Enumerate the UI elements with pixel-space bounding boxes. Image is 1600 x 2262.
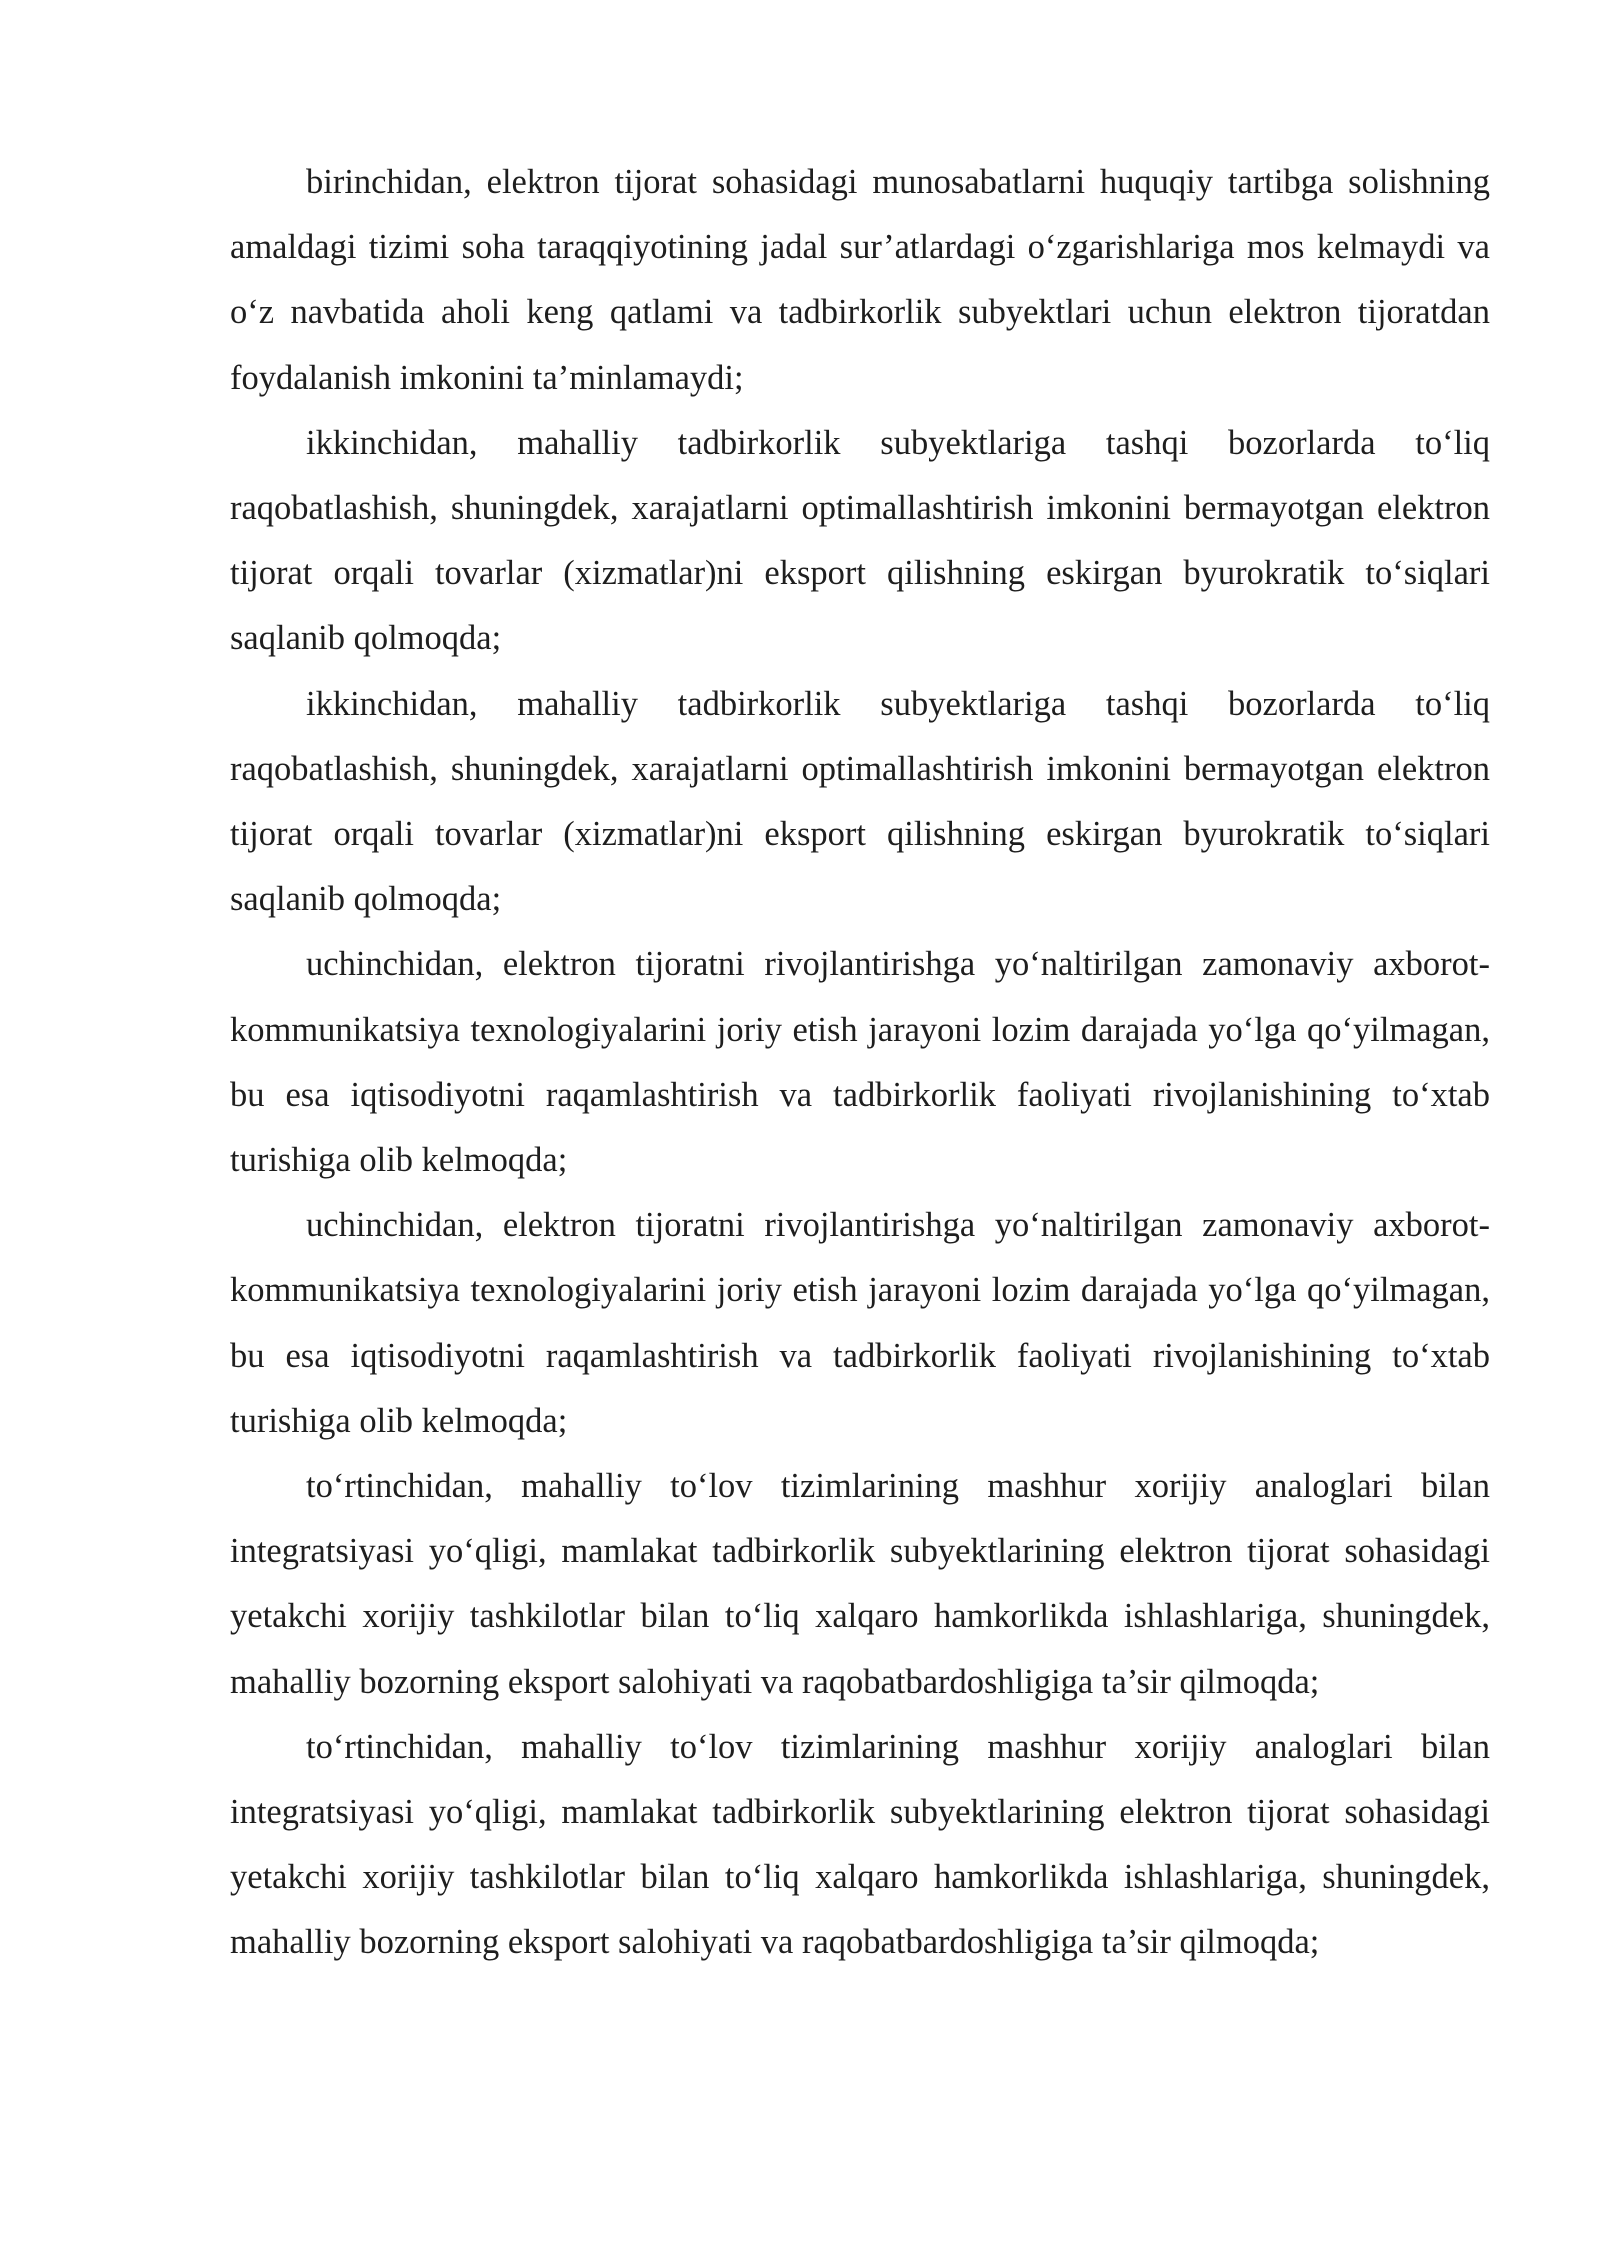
paragraph-5: uchinchidan, elektron tijoratni rivojlantirishga yo‘naltirilgan zamonaviy axborot-kommunikatsiya texnologiyalarini joriy etish jarayoni lozim darajada yo‘lga qo‘yilmagan, bu esa iqtisodiyotni raqamlashtirish va tadbirkorlik faoliyati rivojlanishining to‘xtab turishiga olib kelmoqda; <box>230 1206 1490 1440</box>
paragraph-7: to‘rtinchidan, mahalliy to‘lov tizimlarining mashhur xorijiy analoglari bilan integratsiyasi yo‘qligi, mamlakat tadbirkorlik subyektlarining elektron tijorat sohasidagi yetakchi xorijiy tashkilotlar bilan to‘liq xalqaro hamkorlikda ishlashlariga, shuningdek, mahalliy bozorning eksport salohiyati va raqobatbardoshligiga ta’sir qilmoqda; <box>230 1727 1490 1962</box>
paragraph-3: ikkinchidan, mahalliy tadbirkorlik subyektlariga tashqi bozorlarda to‘liq raqobatlashish, shuningdek, xarajatlarni optimallashtirish imkonini bermayotgan elektron tijorat orqali tovarlar (xizmatlar)ni eksport qilishning eskirgan byurokratik to‘siqlari saqlanib qolmoqda; <box>230 684 1490 919</box>
paragraph-1: birinchidan, elektron tijorat sohasidagi munosabatlarni huquqiy tartibga solishning amaldagi tizimi soha taraqqiyotining jadal sur’atlardagi o‘zgarishlariga mos kelmaydi va o‘z navbatida aholi keng qatlami va tadbirkorlik subyektlari uchun elektron tijoratdan foydalanish imkonini ta’minlamaydi; <box>230 163 1490 397</box>
paragraph-2: ikkinchidan, mahalliy tadbirkorlik subyektlariga tashqi bozorlarda to‘liq raqobatlashish, shuningdek, xarajatlarni optimallashtirish imkonini bermayotgan elektron tijorat orqali tovarlar (xizmatlar)ni eksport qilishning eskirgan byurokratik to‘siqlari saqlanib qolmoqda; <box>230 423 1490 658</box>
document-page <box>230 150 1490 1976</box>
paragraph-4: uchinchidan, elektron tijoratni rivojlantirishga yo‘naltirilgan zamonaviy axborot-kommunikatsiya texnologiyalarini joriy etish jarayoni lozim darajada yo‘lga qo‘yilmagan, bu esa iqtisodiyotni raqamlashtirish va tadbirkorlik faoliyati rivojlanishining to‘xtab turishiga olib kelmoqda; <box>230 945 1490 1180</box>
paragraph-6: to‘rtinchidan, mahalliy to‘lov tizimlarining mashhur xorijiy analoglari bilan integratsiyasi yo‘qligi, mamlakat tadbirkorlik subyektlarining elektron tijorat sohasidagi yetakchi xorijiy tashkilotlar bilan to‘liq xalqaro hamkorlikda ishlashlariga, shuningdek, mahalliy bozorning eksport salohiyati va raqobatbardoshligiga ta’sir qilmoqda; <box>230 1467 1490 1701</box>
